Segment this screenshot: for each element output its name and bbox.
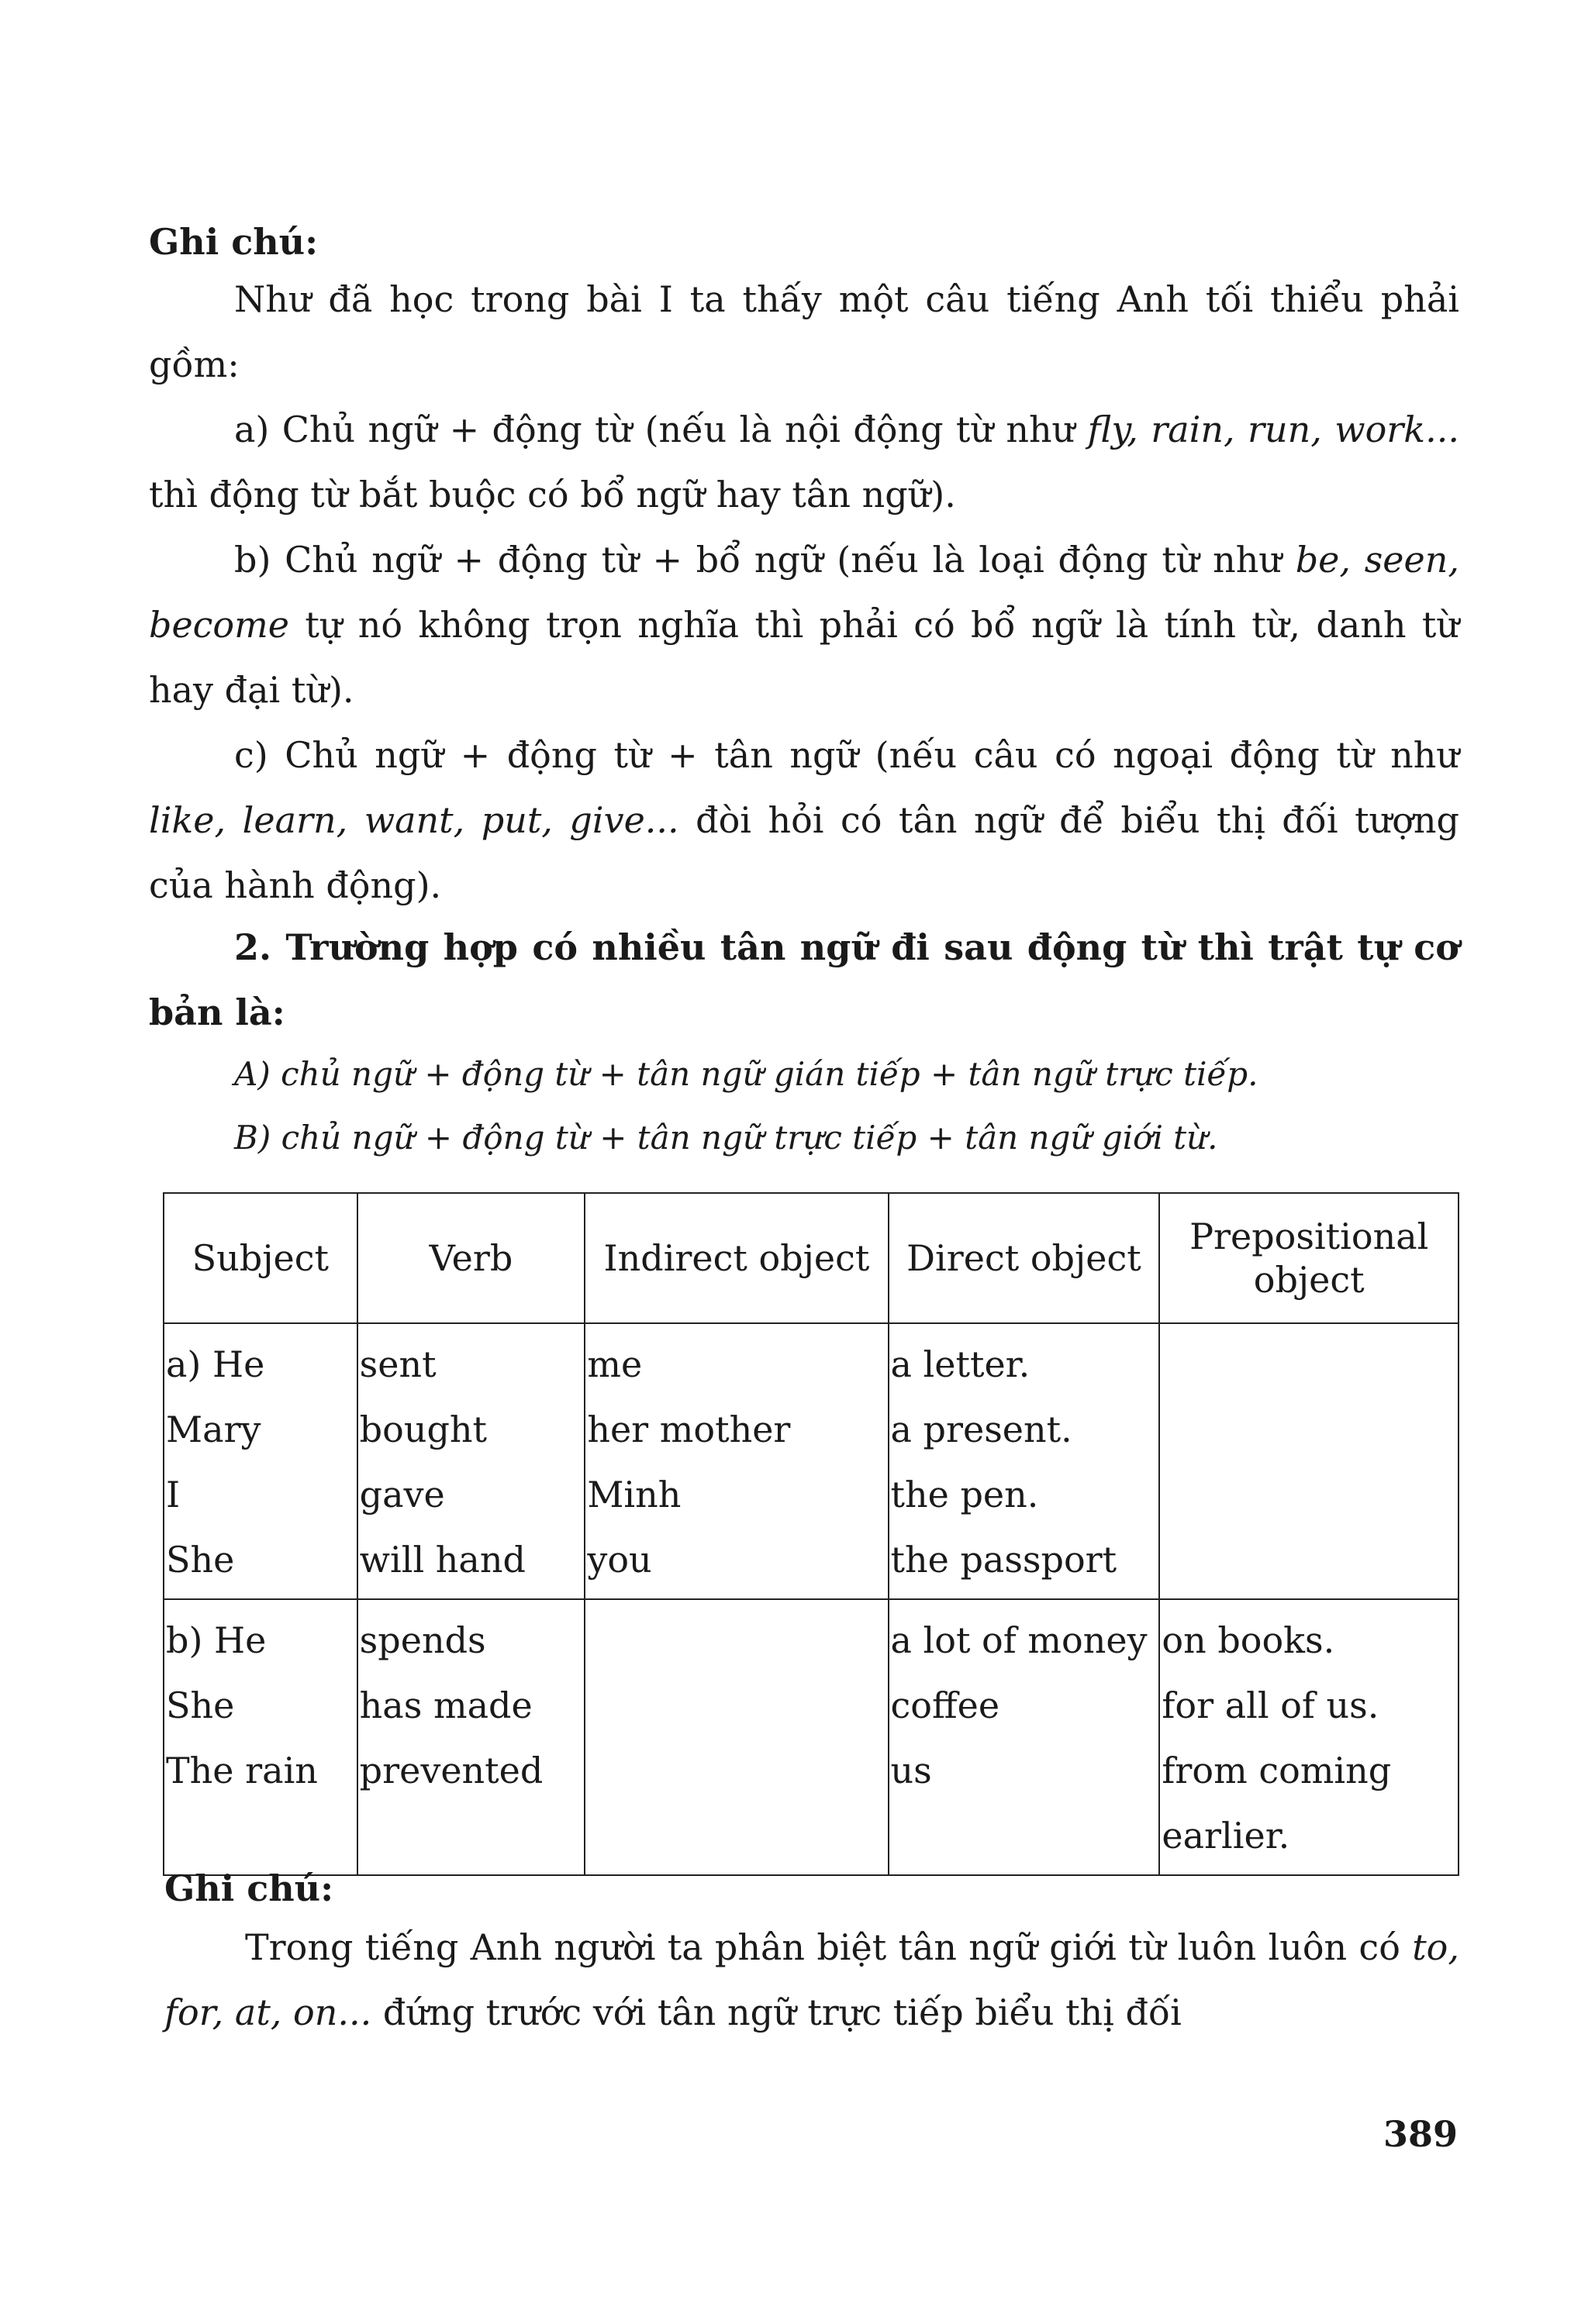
group-a-subjects	[164, 1323, 357, 1599]
cell: b) He	[166, 1619, 267, 1661]
header-subject: Subject	[164, 1193, 357, 1323]
formula-b: B) chủ ngữ + động từ + tân ngữ trực tiếp + tân ngữ giới từ.	[234, 1119, 1218, 1157]
rule-a-tail: thì động từ bắt buộc có bổ ngữ hay tân ngữ).	[149, 474, 956, 515]
table-row-group-a	[164, 1323, 1459, 1599]
group-b-subjects	[164, 1599, 357, 1875]
cell: for all of us.	[1162, 1684, 1379, 1726]
note-2-examples: to, for, at, on...	[164, 1926, 1459, 2033]
header-indirect-object: Indirect object	[585, 1193, 888, 1323]
cell: a lot of money	[890, 1619, 1148, 1661]
page-number: 389	[1383, 2113, 1458, 2155]
cell: her mother	[587, 1409, 791, 1450]
cell: me	[587, 1343, 643, 1385]
note-2-body: Trong tiếng Anh người ta phân biệt tân ngữ giới từ luôn luôn có	[245, 1926, 1413, 1968]
cell: us	[890, 1750, 932, 1791]
cell: the pen.	[890, 1474, 1039, 1515]
cell: spends	[359, 1619, 486, 1661]
cell: Minh	[587, 1474, 682, 1515]
cell: will hand	[359, 1539, 526, 1581]
rule-a	[149, 397, 1459, 527]
cell: She	[166, 1684, 235, 1726]
rule-b	[149, 527, 1459, 722]
note-2-text	[164, 1915, 1459, 2045]
cell: sent	[359, 1343, 437, 1385]
note-intro	[149, 267, 1459, 397]
group-a-indirect-objects	[585, 1323, 888, 1599]
group-b-prepositional-objects	[1159, 1599, 1459, 1875]
table-header-row	[164, 1193, 1459, 1323]
rule-b-text: b) Chủ ngữ + động từ + bổ ngữ (nếu là loại động từ như	[234, 539, 1296, 581]
rule-a-text: a) Chủ ngữ + động từ (nếu là nội động từ như	[234, 409, 1088, 450]
cell: bought	[359, 1409, 487, 1450]
cell: you	[587, 1539, 652, 1581]
note-intro-text: Như đã học trong bài I ta thấy một câu tiếng Anh tối thiểu phải gồm:	[149, 278, 1459, 385]
header-direct-object: Direct object	[889, 1193, 1160, 1323]
section-2-heading	[149, 915, 1459, 1045]
rule-c	[149, 722, 1459, 918]
group-a-verbs	[357, 1323, 585, 1599]
header-verb: Verb	[357, 1193, 585, 1323]
cell: a letter.	[890, 1343, 1030, 1385]
cell: The rain	[166, 1750, 318, 1791]
cell: the passport	[890, 1539, 1117, 1581]
note-heading: Ghi chú:	[149, 221, 319, 263]
rule-a-examples: fly, rain, run, work...	[1087, 409, 1459, 450]
rule-c-text: c) Chủ ngữ + động từ + tân ngữ (nếu câu có ngoại động từ như	[234, 734, 1459, 776]
note-2-tail: đứng trước với tân ngữ trực tiếp biểu thị đối	[371, 1991, 1182, 2033]
cell: I	[166, 1474, 181, 1515]
cell: coffee	[890, 1684, 1000, 1726]
note-2-heading: Ghi chú:	[164, 1867, 334, 1909]
rule-c-tail: đòi hỏi có tân ngữ để biểu thị đối tượng của hành động).	[149, 799, 1459, 906]
group-a-prepositional-objects	[1159, 1323, 1459, 1599]
cell: She	[166, 1539, 235, 1581]
cell: on books.	[1162, 1619, 1335, 1661]
rule-b-examples: be, seen, become	[149, 539, 1459, 646]
rule-b-tail: tự nó không trọn nghĩa thì phải có bổ ngữ là tính từ, danh từ hay đại từ).	[149, 604, 1459, 711]
header-prepositional-object: Prepositional object	[1159, 1193, 1459, 1323]
group-b-verbs	[357, 1599, 585, 1875]
cell: a) He	[166, 1343, 265, 1385]
cell: from coming earlier.	[1162, 1750, 1392, 1857]
table-row-group-b	[164, 1599, 1459, 1875]
cell: a present.	[890, 1409, 1072, 1450]
cell: prevented	[359, 1750, 544, 1791]
cell: Mary	[166, 1409, 261, 1450]
cell: has made	[359, 1684, 533, 1726]
group-a-direct-objects	[889, 1323, 1160, 1599]
rule-c-examples: like, learn, want, put, give...	[149, 799, 679, 841]
group-b-direct-objects	[889, 1599, 1160, 1875]
cell: gave	[359, 1474, 445, 1515]
object-order-table	[163, 1192, 1459, 1876]
formula-a: A) chủ ngữ + động từ + tân ngữ gián tiếp + tân ngữ trực tiếp.	[234, 1055, 1258, 1093]
group-b-indirect-objects	[585, 1599, 888, 1875]
section-2-title: 2. Trường hợp có nhiều tân ngữ đi sau động từ thì trật tự cơ bản là:	[149, 926, 1459, 1033]
